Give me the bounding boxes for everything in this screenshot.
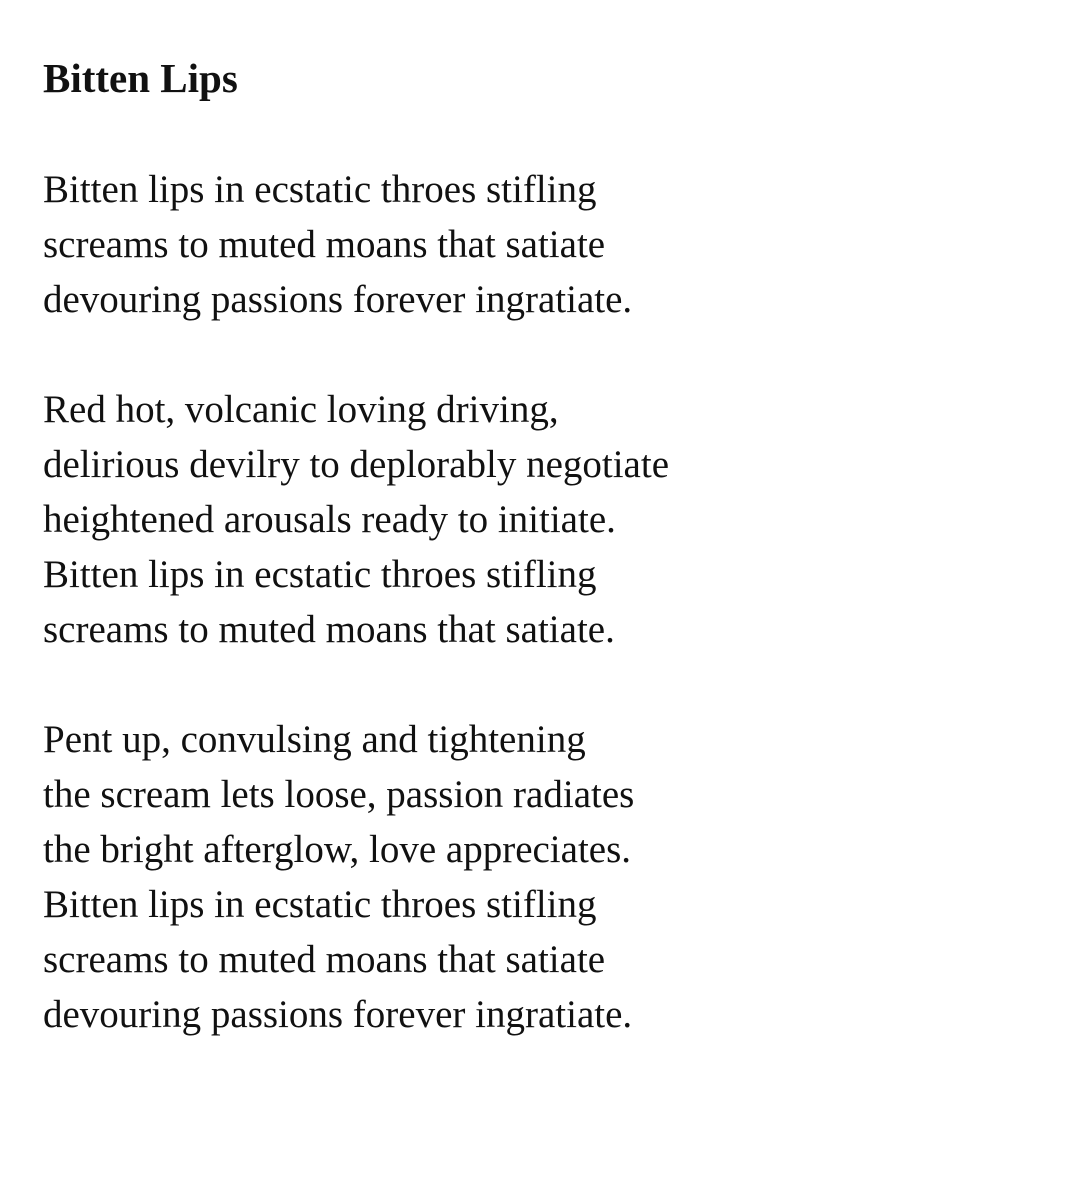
poem-line: the scream lets loose, passion radiates [43,773,635,816]
poem-title: Bitten Lips [43,55,238,101]
poem-line: heightened arousals ready to initiate. [43,498,616,541]
poem-line: Bitten lips in ecstatic throes stifling [43,883,597,926]
poem-line: screams to muted moans that satiate [43,938,606,981]
poem-line: the bright afterglow, love appreciates. [43,828,632,871]
poem-line: devouring passions forever ingratiate. [43,993,633,1036]
poem-line: screams to muted moans that satiate [43,223,606,266]
poem-line: Bitten lips in ecstatic throes stifling [43,553,597,596]
poem-page [43,52,1043,1097]
poem-line: devouring passions forever ingratiate. [43,278,633,321]
poem-line: Red hot, volcanic loving driving, [43,388,559,431]
poem-line: delirious devilry to deplorably negotiate [43,443,669,486]
poem-line: Bitten lips in ecstatic throes stifling [43,168,597,211]
stanza-1 [43,162,1043,327]
poem-line: Pent up, convulsing and tightening [43,718,586,761]
stanza-2 [43,382,1043,657]
poem-line: screams to muted moans that satiate. [43,608,615,651]
stanza-3 [43,712,1043,1042]
